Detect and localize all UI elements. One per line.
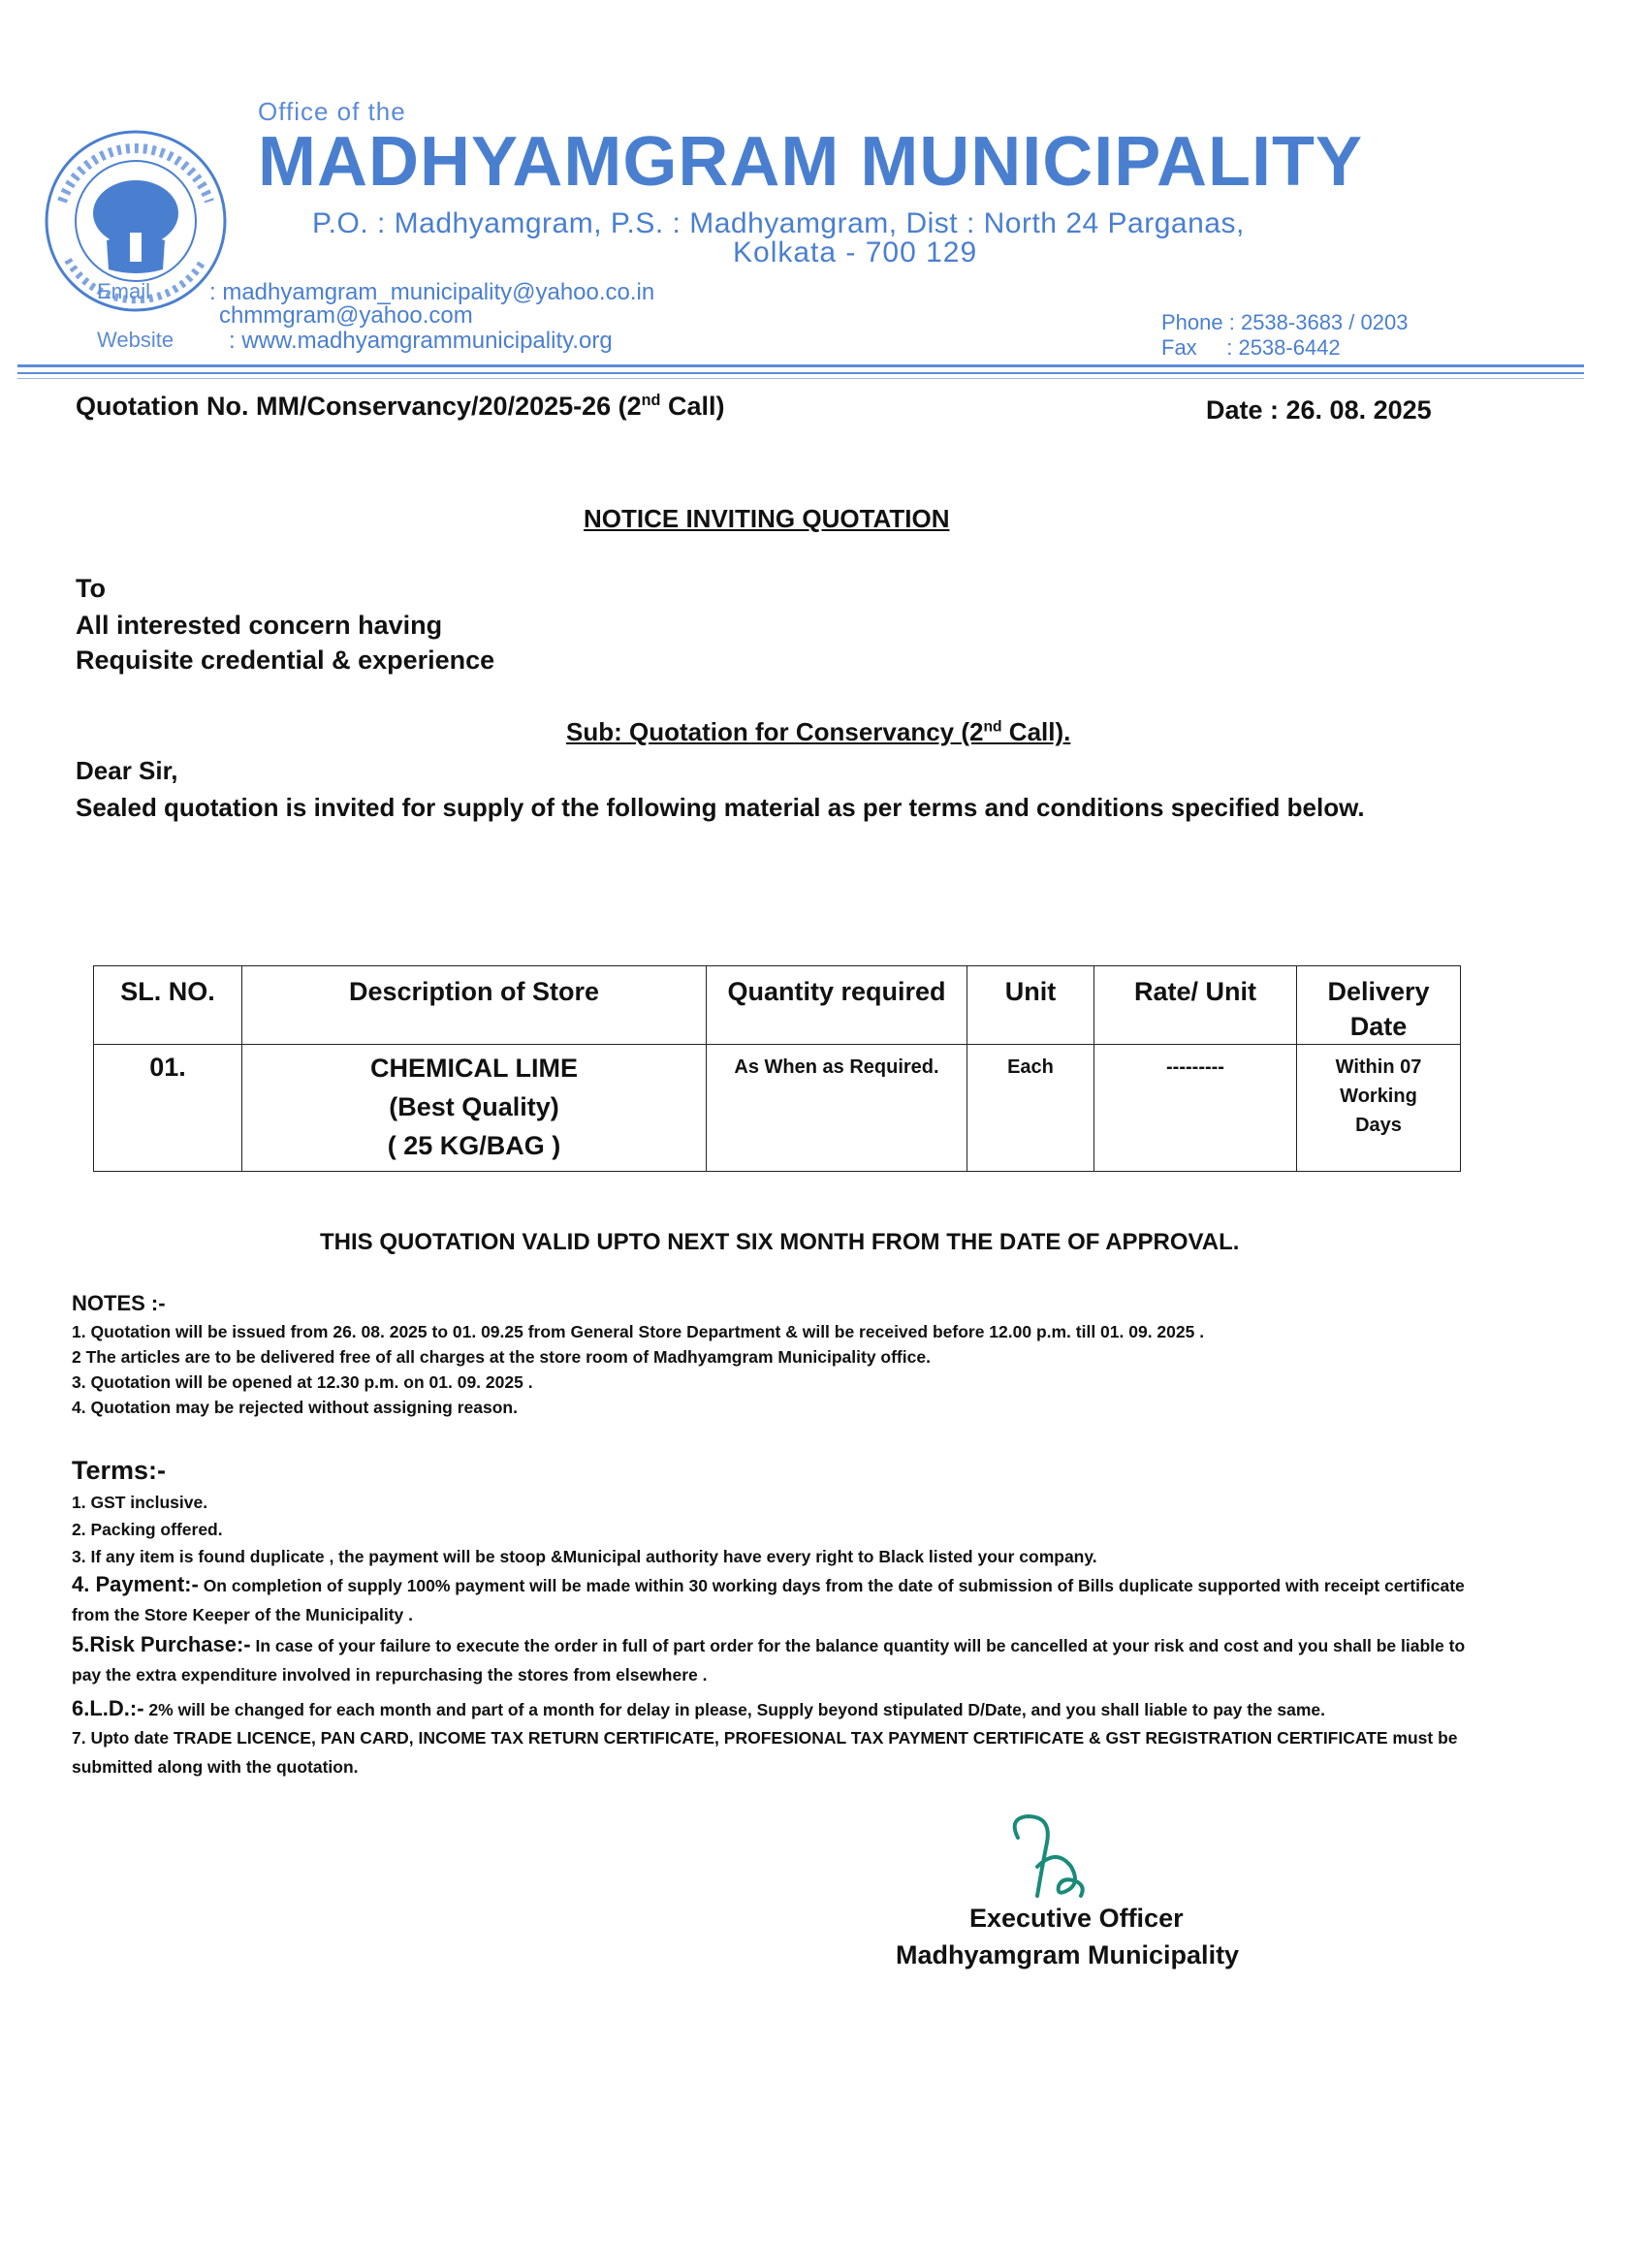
term-item: 2. Packing offered. — [72, 1520, 223, 1539]
subject-line: Sub: Quotation for Conservancy (2nd Call). — [566, 717, 1071, 746]
notice-title: NOTICE INVITING QUOTATION — [584, 504, 950, 533]
signatory-title: Executive Officer — [969, 1904, 1184, 1933]
cell-delivery — [1297, 1045, 1461, 1172]
letterhead-divider — [17, 372, 1584, 374]
table-header: Description of Store — [242, 966, 707, 1045]
description-line: ( 25 KG/BAG ) — [387, 1131, 561, 1160]
cell-description — [242, 1045, 707, 1172]
office-of-label: Office of the — [258, 97, 406, 126]
signatory-organization: Madhyamgram Municipality — [896, 1940, 1240, 1969]
validity-statement: THIS QUOTATION VALID UPTO NEXT SIX MONTH FROM THE DATE OF APPROVAL. — [320, 1229, 1240, 1255]
term-item: 3. If any item is found duplicate , the payment will be stoop &Municipal authority have every right to Black listed your company. — [72, 1547, 1097, 1566]
table-header: Quantity required — [707, 966, 967, 1045]
letterhead-divider — [17, 378, 1584, 379]
addressee-line: All interested concern having — [76, 611, 443, 640]
email-secondary: chmmgram@yahoo.com — [219, 302, 473, 329]
note-item: 4. Quotation may be rejected without assigning reason. — [72, 1398, 518, 1417]
phone-number: Phone : 2538-3683 / 0203 — [1161, 310, 1409, 334]
term-item: 6.L.D.:- 2% will be changed for each month and part of a month for delay in please, Supply beyond stipulated D/Date, and you shall liable to pay the same. — [72, 1696, 1325, 1720]
cell-rate: --------- — [1094, 1045, 1297, 1172]
description-line: (Best Quality) — [389, 1092, 559, 1121]
note-item: 2 The articles are to be delivered free of all charges at the store room of Madhyamgram Municipality office. — [72, 1347, 931, 1367]
cell-sl-no: 01. — [94, 1045, 242, 1172]
address-line-2: Kolkata - 700 129 — [733, 236, 978, 268]
salutation: Dear Sir, — [76, 756, 178, 785]
table-row — [94, 1045, 1461, 1172]
quotation-table — [93, 965, 1461, 1172]
cell-quantity: As When as Required. — [707, 1045, 967, 1172]
email-label: Email — [97, 279, 151, 303]
delivery-line: Working — [1340, 1086, 1417, 1107]
notes-title: NOTES :- — [72, 1291, 166, 1315]
note-item: 3. Quotation will be opened at 12.30 p.m. on 01. 09. 2025 . — [72, 1372, 533, 1392]
term-item: 7. Upto date TRADE LICENCE, PAN CARD, INCOME TAX RETURN CERTIFICATE, PROFESIONAL TAX PAYMENT CERTIFICATE & GST REGISTRATION CERTIFICATE must be submitted along with the quotation. — [72, 1728, 1458, 1777]
description-line: CHEMICAL LIME — [370, 1054, 578, 1083]
email-primary: : madhyamgram_municipality@yahoo.co.in — [209, 279, 655, 305]
delivery-line: Within 07 — [1335, 1056, 1422, 1078]
addressee-line: To — [76, 574, 106, 603]
addressee-line: Requisite credential & experience — [76, 646, 495, 675]
table-header-row — [94, 966, 1461, 1045]
quotation-number: Quotation No. MM/Conservancy/20/2025-26 (2nd Call) — [76, 392, 725, 421]
website-url: : www.madhyamgrammunicipality.org — [229, 328, 613, 354]
table-header: Delivery Date — [1297, 966, 1461, 1045]
note-item: 1. Quotation will be issued from 26. 08. 2025 to 01. 09.25 from General Store Department & will be received before 12.00 p.m. till 01. 09. 2025 . — [72, 1322, 1205, 1341]
delivery-line: Days — [1355, 1115, 1402, 1136]
fax-number: Fax : 2538-6442 — [1161, 335, 1341, 360]
term-item: 4. Payment:- On completion of supply 100% payment will be made within 30 working days from the date of submission of Bills duplicate supported with receipt certificate from the Store Keeper of the Municipality . — [72, 1572, 1465, 1624]
handwritten-signature-icon — [998, 1809, 1115, 1915]
cell-unit: Each — [967, 1045, 1094, 1172]
table-header: SL. NO. — [94, 966, 242, 1045]
terms-title: Terms:- — [72, 1456, 167, 1485]
address-line-1: P.O. : Madhyamgram, P.S. : Madhyamgram, Dist : North 24 Parganas, — [312, 207, 1245, 239]
table-header: Unit — [967, 966, 1094, 1045]
table-header: Rate/ Unit — [1094, 966, 1297, 1045]
quotation-date: Date : 26. 08. 2025 — [1206, 395, 1432, 425]
municipality-name: MADHYAMGRAM MUNICIPALITY — [258, 123, 1363, 201]
website-label: Website — [97, 328, 174, 352]
letterhead-divider — [17, 364, 1584, 367]
term-item: 5.Risk Purchase:- In case of your failure to execute the order in full of part order for the balance quantity will be cancelled at your risk and cost and you shall be liable to pay the extra expenditure involved in repurchasing the stores from elsewhere . — [72, 1632, 1466, 1685]
intro-paragraph: Sealed quotation is invited for supply of the following material as per terms and conditions specified below. — [76, 793, 1365, 822]
term-item: 1. GST inclusive. — [72, 1493, 208, 1512]
